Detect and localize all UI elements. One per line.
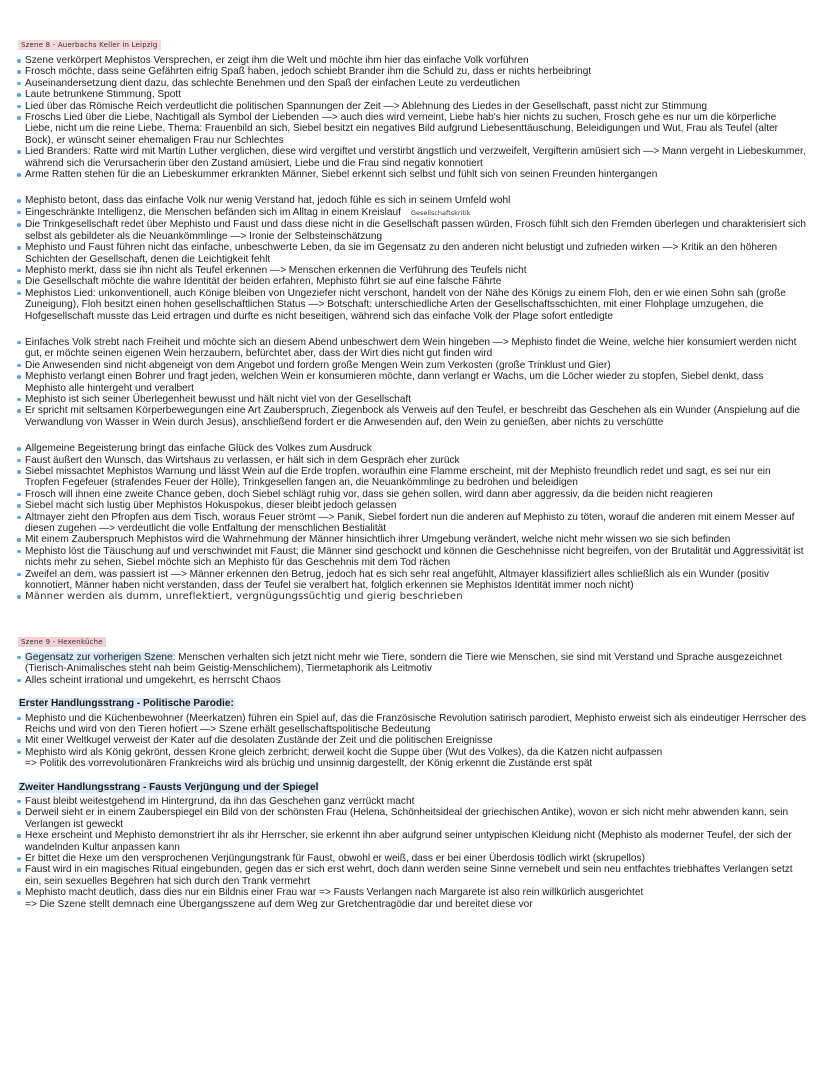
list-item: Frosch möchte, dass seine Gefährten eifrig Spaß haben, jedoch schiebt Brander ihm die Schuld zu, dass er nichts herbeibringt	[16, 66, 806, 77]
list-item: Mephisto verlangt einen Bohrer und fragt jeden, welchen Wein er konsumieren möchte, dann verlangt er Wachs, um die Löcher wieder zu stopfen, Siebel denkt, dass Mephisto alle hintergeht und veralbert	[16, 371, 806, 394]
list-item: Mephisto ist sich seiner Überlegenheit bewusst und hält nicht viel von der Gesellschaft	[16, 394, 806, 405]
list-item: Faust wird in ein magisches Ritual eingebunden, gegen das er sich erst wehrt, doch dann werden seine Sinne vernebelt und sein neu entfachtes triebhaftes Verlangen setzt ein, sein sexuelles Begehren hat sich durch den Trank vermehrt	[16, 864, 806, 887]
list-item: Allgemeine Begeisterung bringt das einfache Glück des Volkes zum Ausdruck	[16, 443, 806, 454]
scene8-heading: Szene 8 - Auerbachs Keller in Leipzig	[16, 34, 806, 52]
list-item: Mephisto wird als König gekrönt, dessen Krone gleich zerbricht; derweil kocht die Suppe über (Wut des Volkes), da die Katzen nicht aufpassen	[16, 747, 806, 758]
strand1-conclusion: => Politik des vorrevolutionären Frankreichs wird als brüchig und unsinnig dargestellt, der König erkennt die Zustände erst spät	[25, 758, 593, 770]
list-item: Siebel missachtet Mephistos Warnung und lässt Wein auf die Erde tropfen, woraufhin eine Flamme erscheint, mit der Mephisto freundlich redet und sagt, es sei nur ein Tropfen Fegefeuer (strafendes Feuer der Hölle), Trinkgesellen fangen an, die Neuankömmlinge zu bedrohen und beleidigen	[16, 466, 806, 489]
list-item: Die Gesellschaft möchte die wahre Identität der beiden erfahren, Mephisto führt sie auf eine falsche Fährte	[16, 276, 806, 287]
strand2-conclusion: => Die Szene stellt demnach eine Übergangsszene auf dem Weg zur Gretchentragödie dar und bereitet diese vor	[25, 898, 533, 910]
list-item: Mit einer Weltkugel verweist der Kater auf die desolaten Zustände der Zeit und die politischen Ereignisse	[16, 735, 806, 746]
scene9-intro	[16, 652, 806, 686]
list-item: Mephisto und Faust führen nicht das einfache, unbeschwerte Leben, da sie im Gegensatz zu den anderen nicht belustigt und zufrieden wirken —> Kritik an den höheren Schichten der Gesellschaft, denen die Leichtigkeit fehlt	[16, 242, 806, 265]
list-item: Zweifel an dem, was passiert ist —> Männer erkennen den Betrug, jedoch hat es sich sehr real angefühlt, Altmayer klassifiziert alles schließlich als ein Wunder (positiv konnotiert, Männer haben nicht verstanden, dass der Teufel sie veralbert hat, folglich erkennen sie Mephistos Identität immer noch nicht)	[16, 569, 806, 592]
list-item: Szene verkörpert Mephistos Versprechen, er zeigt ihm die Welt und möchte ihm hier das einfache Volk vorführen	[16, 55, 806, 66]
scene8-block2	[16, 195, 806, 321]
list-item: Froschs Lied über die Liebe, Nachtigall als Symbol der Liebenden —> auch dies wird verneint, Liebe hab's hier nichts zu suchen, Frosch gehe es nur um die körperliche Liebe, nicht um die reine Liebe, Thema: Frauenbild an sich, Siebel besitzt ein negatives Bild aufgrund Liebesenttäuschung, Beleidigungen und Wut, Frau als Teufel (alter Bock), er wünscht seiner ehemaligen Frau nur Schlechtes	[16, 112, 806, 146]
list-item: Hexe erscheint und Mephisto demonstriert ihr als ihr Herrscher, sie erkennt ihn aber aufgrund seiner untypischen Kleidung nicht (Mephisto als moderner Teufel, der sich der wandelnden Kultur anpassen kann	[16, 830, 806, 853]
list-item: Siebel macht sich lustig über Mephistos Hokuspokus, dieser bleibt jedoch gelassen	[16, 500, 806, 511]
list-item: Mephisto löst die Täuschung auf und verschwindet mit Faust; die Männer sind geschockt und können die Geschehnisse nicht begreifen, von der Brutalität und Aggressivität ist nichts mehr zu sehen, Siebel möchte sich an Mephisto für das Geschehnis mit dem Tod rächen	[16, 546, 806, 569]
scene8-block4	[16, 443, 806, 603]
list-item: Er bittet die Hexe um den versprochenen Verjüngungstrank für Faust, obwohl er weiß, dass er bei einer Überdosis tödlich wirkt (skrupellos)	[16, 853, 806, 864]
list-item: Lied Branders: Ratte wird mit Martin Luther verglichen, diese wird vergiftet und verstirbt ängstlich und verzweifelt, Vergifterin amüsiert sich —> Mann vergeht in Liebeskummer, während sich die Verursacherin über den Zustand amüsiert, Liebe und die Frau sind negativ konnotiert	[16, 146, 806, 169]
list-item: Arme Ratten stehen für die an Liebeskummer erkrankten Männer, Siebel erkennt sich selbst und fühlt sich von seinen Freunden hintergangen	[16, 169, 806, 180]
list-item: Laute betrunkene Stimmung, Spott	[16, 89, 806, 100]
list-item: Die Anwesenden sind nicht abgeneigt von dem Angebot und fordern große Mengen Wein zum Verkosten (große Trinklust und Gier)	[16, 360, 806, 371]
list-item: Gegensatz zur vorherigen Szene: Menschen verhalten sich jetzt nicht mehr wie Tiere, sondern die Tiere wie Menschen, sie sind mit Verstand und Sprache ausgezeichnet (Tierisch-Animalisches steht nah beim Geistig-Menschlichem), Tiermetaphorik als Leitmotiv	[16, 652, 806, 675]
scene8-block3	[16, 337, 806, 428]
strand1-list	[16, 713, 806, 759]
strand2-title: Zweiter Handlungsstrang - Fausts Verjüngung und der Spiegel	[19, 781, 319, 793]
scene9-heading: Szene 9 - Hexenküche	[16, 631, 806, 649]
list-item: Alles scheint irrational und umgekehrt, es herrscht Chaos	[16, 675, 806, 686]
list-item: Mephistos Lied: unkonventionell, auch Könige bleiben von Ungeziefer nicht verschont, handelt von der Nähe des Königs zu einem Floh, den er wie einen Sohn sah (große Zuneigung), Floh besitzt einen hohen gesellschaftlichen Status —> Botschaft: unterschiedliche Arten der Gesellschaftsschichten, mit einer Flohplage umzugehen, die Hofgesellschaft musste das Leid ertragen und durfte es nicht beseitigen, während sich das einfache Volk der Plage sofort entledigte	[16, 288, 806, 322]
strand2-list	[16, 796, 806, 899]
list-item: Derweil sieht er in einem Zauberspiegel ein Bild von der schönsten Frau (Helena, Schönheitsideal der griechischen Antike), wovon er sich nicht mehr abwenden kann, sein Verlangen ist geweckt	[16, 807, 806, 830]
list-item: Die Trinkgesellschaft redet über Mephisto und Faust und dass diese nicht in die Gesellschaft passen würden, Frosch fühlt sich den Fremden überlegen und charakterisiert sich selbst als gebildeter als die Neuankömmlinge —> Ironie der Selbsteinschätzung	[16, 219, 806, 242]
handwritten-note: Männer werden als dumm, unreflektiert, vergnügungssüchtig und gierig beschrieben	[16, 591, 806, 602]
highlight-label: Gegensatz zur vorherigen Szene	[25, 651, 173, 663]
list-item: Auseinandersetzung dient dazu, das schlechte Benehmen und den Spaß der einfachen Leute zu verdeutlichen	[16, 78, 806, 89]
list-item: Einfaches Volk strebt nach Freiheit und möchte sich an diesem Abend unbeschwert dem Wein hingeben —> Mephisto findet die Weine, welche hier konsumiert werden nicht gut, er möchte seinen eigenen Wein herzaubern, befürchtet aber, dass der Wirt dies nicht gut finden wird	[16, 337, 806, 360]
list-item: Mephisto merkt, dass sie ihn nicht als Teufel erkennen —> Menschen erkennen die Verführung des Teufels nicht	[16, 265, 806, 276]
scene8-block1	[16, 55, 806, 180]
list-item: Faust bleibt weitestgehend im Hintergrund, da ihn das Geschehen ganz verrückt macht	[16, 796, 806, 807]
list-item: Eingeschränkte Intelligenz, die Menschen befänden sich im Alltag in einem Kreislauf Gesellschaftskritik	[16, 207, 806, 219]
list-item: Faust äußert den Wunsch, das Wirtshaus zu verlassen, er hält sich in dem Gespräch eher zurück	[16, 455, 806, 466]
list-item: Lied über das Römische Reich verdeutlicht die politischen Spannungen der Zeit —> Ablehnung des Liedes in der Gesellschaft, passt nicht zur Stimmung	[16, 101, 806, 112]
list-item: Frosch will ihnen eine zweite Chance geben, doch Siebel schlägt ruhig vor, dass sie gehen sollen, wird dann aber aggressiv, da die beiden nicht reagieren	[16, 489, 806, 500]
list-item: Er spricht mit seltsamen Körperbewegungen eine Art Zauberspruch, Ziegenbock als Verweis auf den Teufel, er beschreibt das Geschehen als ein Wunder (Anspielung auf die Verwandlung von Wasser in Wein durch Jesus), anschließend fordert er die Anwesenden auf, den Wein zu genießen, aber nichts zu verschütte	[16, 405, 806, 428]
list-item: Mit einem Zauberspruch Mephistos wird die Wahrnehmung der Männer hinsichtlich ihrer Umgebung verändert, welche nicht mehr wissen wo sie sich befinden	[16, 534, 806, 545]
list-item: Altmayer zieht den Pfropfen aus dem Tisch, woraus Feuer strömt —> Panik, Siebel fordert nun die anderen auf Mephisto zu töten, worauf die anderen mit einem Messer auf diesen zugehen —> verdeutlicht die volle Entfaltung der menschlichen Bestialität	[16, 512, 806, 535]
list-item: Mephisto und die Küchenbewohner (Meerkatzen) führen ein Spiel auf, das die Französische Revolution satirisch parodiert, Mephisto erweist sich als eindeutiger Herrscher des Reichs und wird von den Tieren hofiert —> Szene erhält gesellschaftspolitische Bedeutung	[16, 713, 806, 736]
handwritten-note-gesellschaftskritik: Gesellschaftskritik	[410, 208, 471, 217]
list-item: Mephisto macht deutlich, dass dies nur ein Bildnis einer Frau war => Fausts Verlangen nach Margarete ist also rein willkürlich ausgerichtet	[16, 887, 806, 898]
list-item: Mephisto betont, dass das einfache Volk nur wenig Verstand hat, jedoch fühle es sich in seinem Umfeld wohl	[16, 195, 806, 206]
strand1-title: Erster Handlungsstrang - Politische Parodie:	[19, 698, 234, 710]
